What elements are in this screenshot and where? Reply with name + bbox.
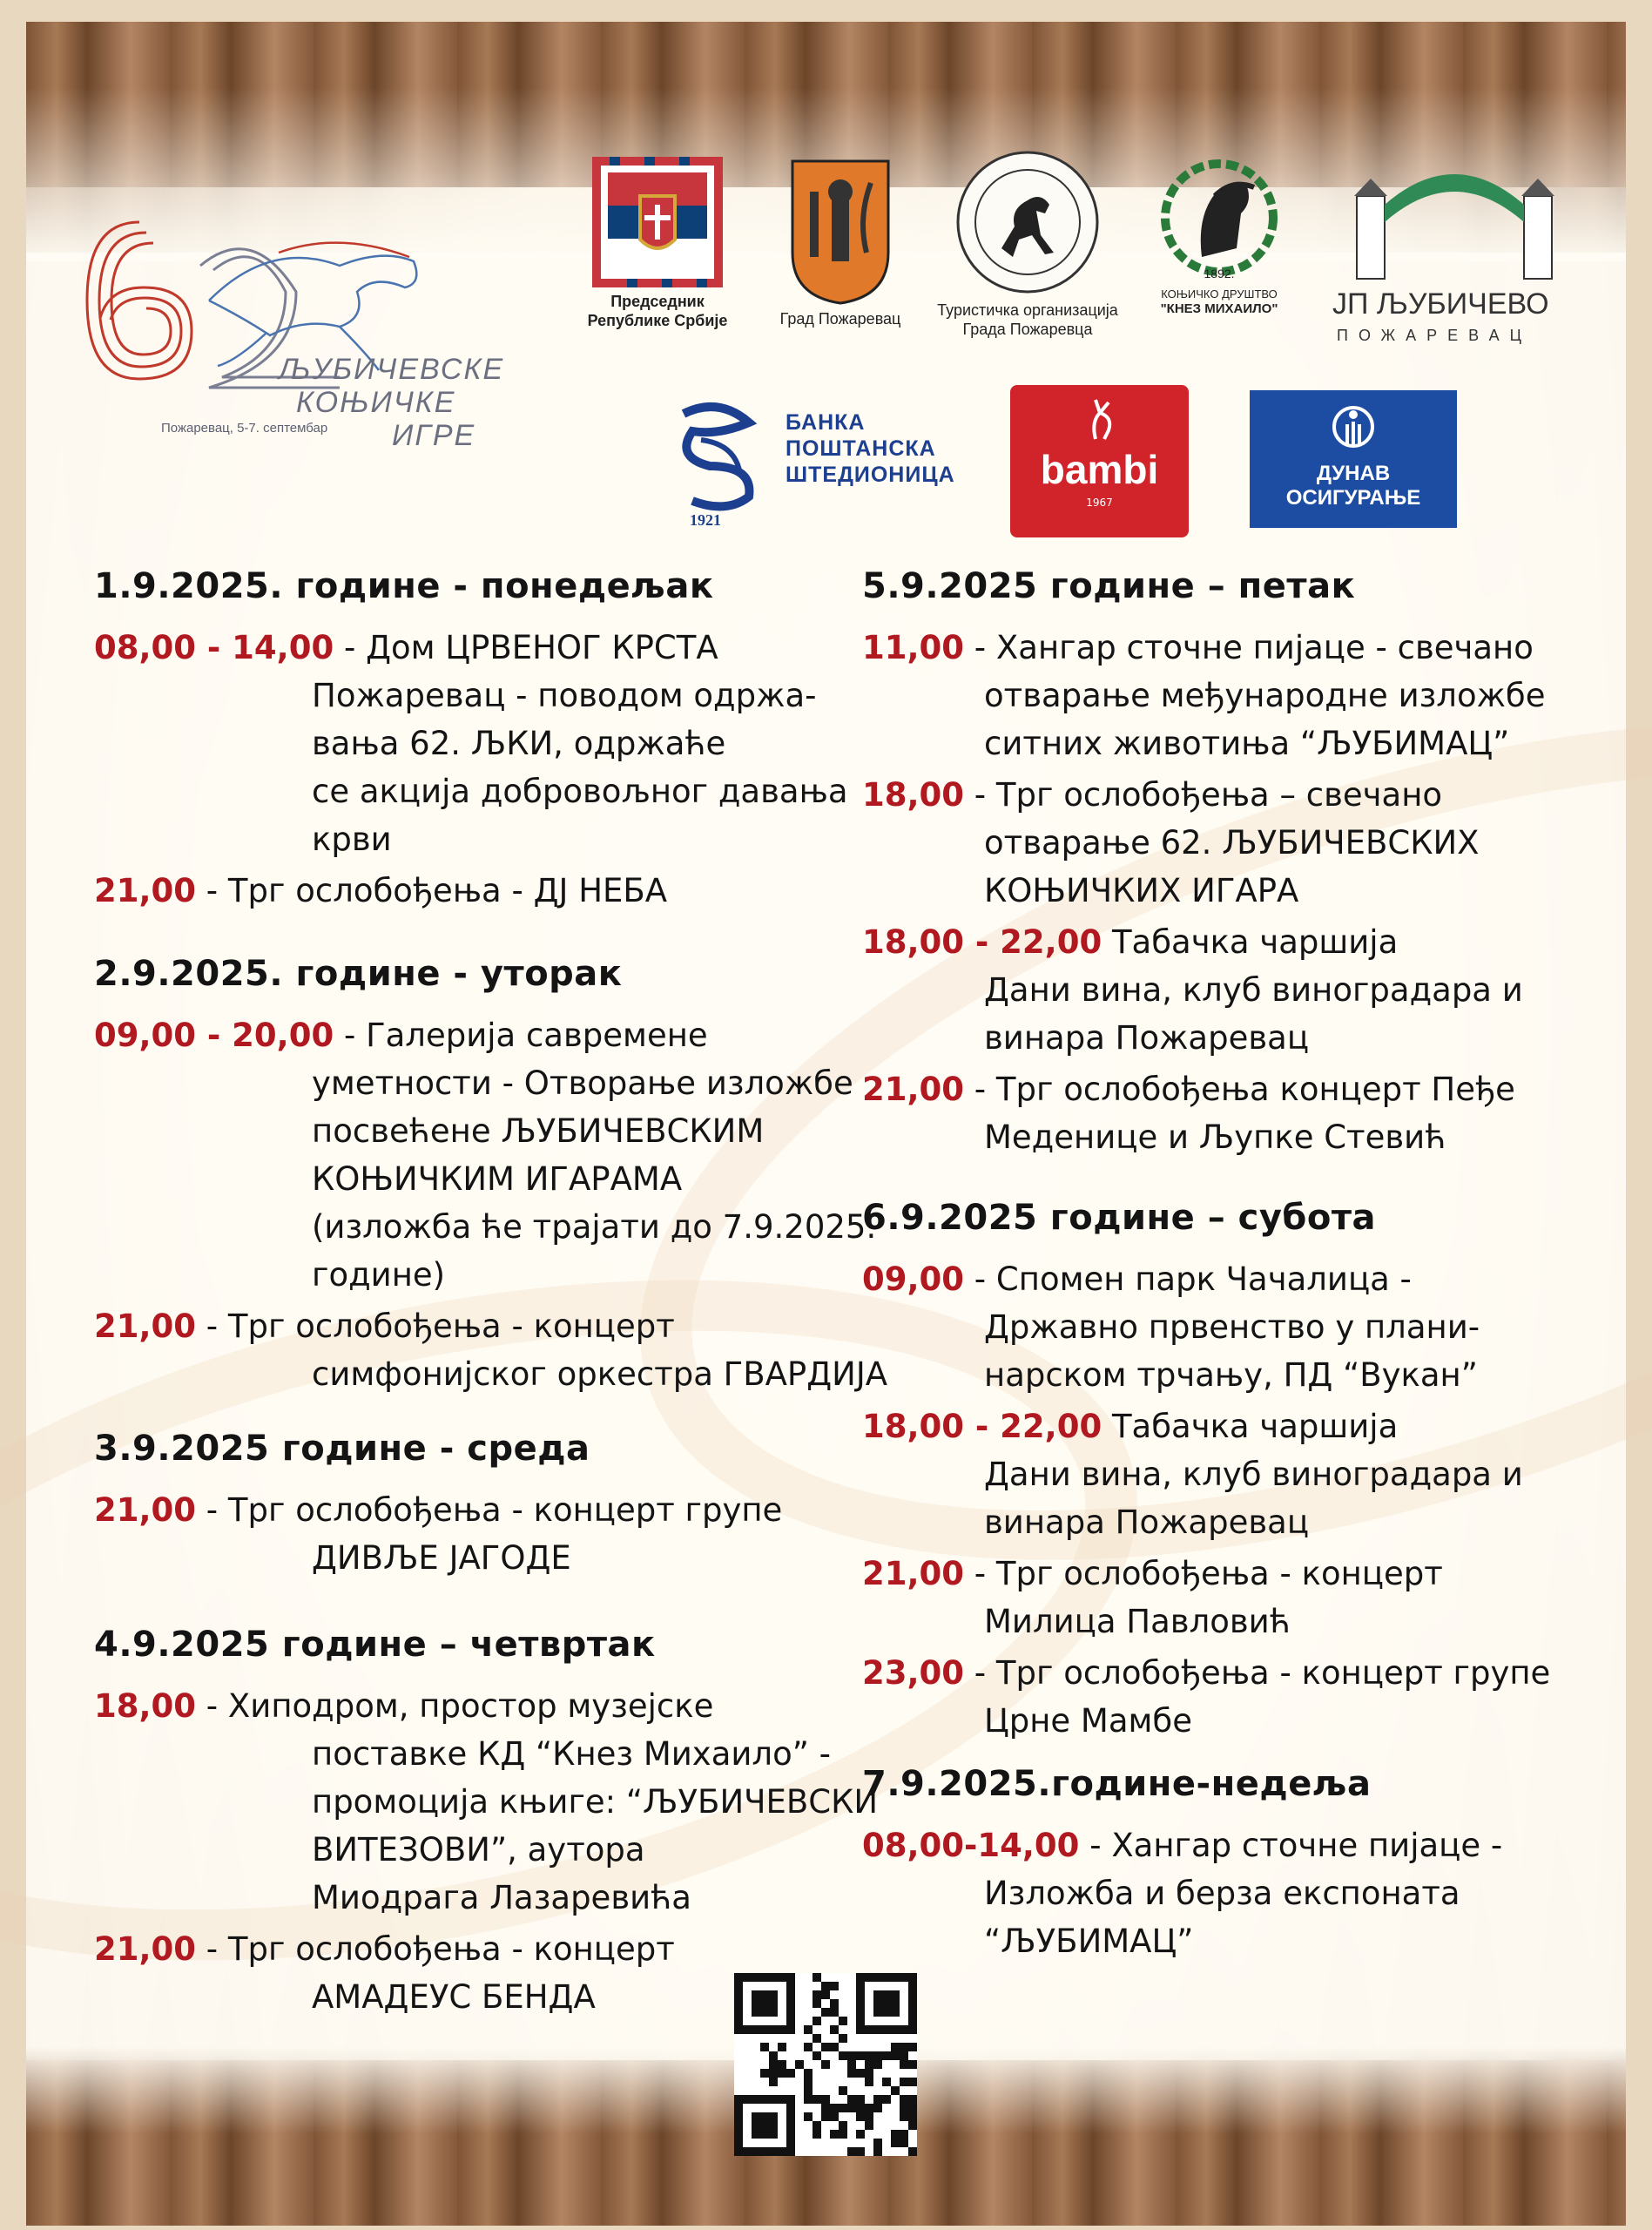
event-time: 18,00 - 22,00 bbox=[862, 923, 1102, 961]
event-separator bbox=[1102, 1408, 1112, 1445]
event-time: 18,00 bbox=[94, 1687, 197, 1725]
event-description-line: отварање међународне изложбе bbox=[984, 677, 1546, 714]
event-description-line: винара Пожаревац bbox=[984, 1019, 1310, 1057]
day-title: 4.9.2025 године – четвртак bbox=[94, 1625, 656, 1665]
dunav-name bbox=[1250, 462, 1457, 510]
logo-riding-club bbox=[1141, 152, 1298, 317]
event-description-line: АМАДЕУС БЕНДА bbox=[312, 1978, 596, 2016]
event-description-line: отварање 62. ЉУБИЧЕВСКИХ bbox=[984, 824, 1480, 862]
dunav-name-line: ОСИГУРАЊЕ bbox=[1285, 486, 1421, 510]
day-title: 6.9.2025 године – субота bbox=[862, 1198, 1377, 1238]
event-description-line: Трг ослобођења - концерт групе bbox=[227, 1491, 783, 1529]
event-separator: - bbox=[964, 629, 996, 666]
dunav-emblem-icon bbox=[1332, 402, 1375, 455]
event-description-line: симфонијског оркестра ГВАРДИЈА bbox=[312, 1355, 888, 1393]
event-first-line bbox=[862, 771, 1442, 819]
bambi-wordmark: bambi bbox=[1040, 447, 1159, 492]
event-description-line: Спомен парк Чачалица - bbox=[995, 1260, 1412, 1298]
logo-city-pozarevac bbox=[766, 157, 914, 328]
logo-caption: "КНЕЗ МИХАИЛО" bbox=[1160, 301, 1278, 316]
bank-name-line: ПОШТАНСКА bbox=[786, 436, 936, 461]
event-separator: - bbox=[1079, 1827, 1112, 1864]
event-description-line: Трг ослобођења - концерт bbox=[227, 1308, 675, 1345]
event-description-line: Дани вина, клуб виноградара и bbox=[984, 971, 1523, 1009]
bank-name bbox=[786, 409, 955, 488]
bank-name-line: ШТЕДИОНИЦА bbox=[786, 463, 955, 487]
event-time: 21,00 bbox=[862, 1555, 965, 1592]
event-first-line bbox=[862, 1255, 1412, 1303]
event-description-line: Трг ослобођења - концерт bbox=[995, 1555, 1443, 1592]
event-description-line: вања 62. ЉКИ, одржаће bbox=[312, 725, 726, 762]
event-separator: - bbox=[964, 776, 996, 814]
day-title: 1.9.2025. године - понедељак bbox=[94, 566, 714, 606]
event-description-line: Трг ослобођења - концерт групе bbox=[995, 1654, 1551, 1692]
event-description-line: (изложба ће трајати до 7.9.2025. bbox=[312, 1208, 877, 1246]
event-description-line: Хангар сточне пијаце - свечано bbox=[995, 629, 1534, 666]
dunav-name-line: ДУНАВ bbox=[1316, 462, 1391, 485]
qr-code-icon bbox=[734, 1973, 917, 2156]
event-separator: - bbox=[196, 872, 228, 909]
event-description-line: ситних животиња “ЉУБИМАЦ” bbox=[984, 725, 1510, 762]
horse-head-wreath-icon bbox=[1150, 152, 1289, 283]
logo-caption: Републике Србије bbox=[587, 312, 728, 329]
horse-seal-icon bbox=[954, 148, 1102, 296]
games-date: Пожаревац, 5-7. септембар bbox=[161, 421, 328, 436]
jp-ljubicevo-subtitle: ПОЖАРЕВАЦ bbox=[1337, 327, 1532, 344]
event-first-line bbox=[94, 1682, 713, 1730]
event-description-line: Меденице и Љупке Стевић bbox=[984, 1118, 1446, 1156]
logo-tourist-organization bbox=[914, 148, 1141, 339]
event-time: 21,00 bbox=[94, 1930, 197, 1968]
event-first-line bbox=[862, 1550, 1443, 1598]
event-description-line: Табачка чаршија bbox=[1111, 1408, 1399, 1445]
event-separator: - bbox=[964, 1555, 996, 1592]
event-description-line: Дом ЦРВЕНОГ КРСТА bbox=[366, 629, 718, 666]
event-time: 09,00 - 20,00 bbox=[94, 1017, 334, 1054]
event-description-line: нарском трчању, ПД “Вукан” bbox=[984, 1356, 1478, 1394]
event-description-line: ВИТЕЗОВИ”, аутора bbox=[312, 1831, 645, 1868]
games-title-line: ИГРЕ bbox=[392, 419, 476, 452]
event-separator bbox=[1102, 923, 1112, 961]
event-description-line: Миодрага Лазаревића bbox=[312, 1879, 691, 1916]
games-logo bbox=[78, 187, 505, 452]
event-description-line: Државно првенство у плани- bbox=[984, 1308, 1480, 1346]
qr-code[interactable] bbox=[734, 1973, 917, 2156]
event-description-line: Табачка чаршија bbox=[1111, 923, 1399, 961]
event-separator: - bbox=[196, 1308, 228, 1345]
event-separator: - bbox=[964, 1654, 996, 1692]
event-first-line bbox=[862, 1402, 1398, 1450]
event-description-line: Трг ослобођења концерт Пеђе bbox=[995, 1071, 1515, 1108]
logo-caption: Град Пожаревац bbox=[779, 310, 901, 328]
badge-year: 1892. bbox=[1204, 267, 1235, 280]
event-description-line: Милица Павловић bbox=[984, 1603, 1291, 1640]
event-time: 21,00 bbox=[862, 1071, 965, 1108]
logo-president bbox=[557, 157, 758, 330]
logo-caption: Туристичка организација bbox=[937, 301, 1118, 319]
event-time: 21,00 bbox=[94, 1308, 197, 1345]
event-description-line: Дани вина, клуб виноградара и bbox=[984, 1456, 1523, 1493]
event-description-line: Трг ослобођења – свечано bbox=[995, 776, 1443, 814]
event-first-line bbox=[862, 918, 1398, 966]
bank-name-line: БАНКА bbox=[786, 410, 866, 435]
event-description-line: године) bbox=[312, 1256, 446, 1294]
day-title: 2.9.2025. године - уторак bbox=[94, 954, 623, 994]
bambi-logo bbox=[1010, 385, 1189, 537]
event-description-line: промоција књиге: “ЉУБИЧЕВСКИ bbox=[312, 1783, 879, 1821]
logo-jp-ljubicevo bbox=[1345, 170, 1563, 283]
logo-caption: Председник bbox=[610, 293, 705, 310]
event-first-line bbox=[862, 1821, 1502, 1869]
city-coat-of-arms-icon bbox=[788, 157, 893, 305]
event-separator: - bbox=[334, 629, 367, 666]
event-description-line: Хиподром, простор музејске bbox=[227, 1687, 714, 1725]
event-first-line bbox=[862, 624, 1534, 672]
event-separator: - bbox=[196, 1687, 228, 1725]
event-first-line bbox=[94, 1011, 708, 1059]
event-description-line: “ЉУБИМАЦ” bbox=[984, 1923, 1194, 1960]
event-first-line bbox=[94, 1486, 782, 1534]
games-title bbox=[279, 353, 540, 452]
event-first-line bbox=[862, 1649, 1550, 1697]
event-time: 23,00 bbox=[862, 1654, 965, 1692]
event-time: 18,00 bbox=[862, 776, 965, 814]
event-separator: - bbox=[334, 1017, 367, 1054]
event-description-line: КОЊИЧКИМ ИГАРАМА bbox=[312, 1160, 683, 1198]
gate-arch-icon bbox=[1350, 170, 1559, 283]
event-description-line: Црне Мамбе bbox=[984, 1702, 1193, 1740]
event-description-line: поставке КД “Кнез Михаило” - bbox=[312, 1735, 831, 1773]
event-time: 21,00 bbox=[94, 1491, 197, 1529]
event-time: 18,00 - 22,00 bbox=[862, 1408, 1102, 1445]
event-time: 21,00 bbox=[94, 872, 197, 909]
event-description-line: уметности - Отворање изложбе bbox=[312, 1064, 853, 1102]
event-description-line: Трг ослобођења - концерт bbox=[227, 1930, 675, 1968]
event-description-line: посвећене ЉУБИЧЕВСКИМ bbox=[312, 1112, 765, 1150]
event-description-line: Трг ослобођења - ДЈ НЕБА bbox=[227, 872, 668, 909]
event-description-line: Пожаревац - поводом одржа- bbox=[312, 677, 817, 714]
event-description-line: Хангар сточне пијаце - bbox=[1111, 1827, 1503, 1864]
games-title-line: КОЊИЧКЕ bbox=[296, 386, 456, 419]
bambi-year: 1967 bbox=[1086, 497, 1113, 509]
event-time: 11,00 bbox=[862, 629, 965, 666]
day-title: 5.9.2025 године – петак bbox=[862, 566, 1356, 606]
jp-ljubicevo-title: ЈП ЉУБИЧЕВО bbox=[1332, 287, 1549, 321]
day-title: 3.9.2025 године - среда bbox=[94, 1429, 590, 1469]
event-first-line bbox=[862, 1065, 1515, 1113]
event-separator: - bbox=[196, 1491, 228, 1529]
event-description-line: винара Пожаревац bbox=[984, 1504, 1310, 1541]
event-first-line bbox=[94, 867, 667, 915]
event-description-line: Галерија савремене bbox=[366, 1017, 708, 1054]
bank-year: 1921 bbox=[690, 511, 721, 527]
serbia-standard-icon bbox=[592, 157, 723, 287]
event-separator: - bbox=[196, 1930, 228, 1968]
event-time: 09,00 bbox=[862, 1260, 965, 1298]
dunav-logo bbox=[1250, 390, 1457, 528]
logo-caption: Града Пожаревца bbox=[962, 321, 1093, 338]
event-first-line bbox=[94, 624, 718, 672]
event-time: 08,00 - 14,00 bbox=[94, 629, 334, 666]
event-description-line: крви bbox=[312, 821, 392, 858]
event-separator: - bbox=[964, 1260, 996, 1298]
event-description-line: Изложба и берза експоната bbox=[984, 1875, 1460, 1912]
event-first-line bbox=[94, 1925, 675, 1973]
event-description-line: се акција добровољног давања bbox=[312, 773, 848, 810]
day-title: 7.9.2025.године-недеља bbox=[862, 1764, 1372, 1804]
logo-caption: КОЊИЧКО ДРУШТВО bbox=[1161, 287, 1278, 301]
event-first-line bbox=[94, 1302, 675, 1350]
event-description-line: ДИВЉЕ ЈАГОДЕ bbox=[312, 1539, 571, 1577]
event-separator: - bbox=[964, 1071, 996, 1108]
event-description-line: КОЊИЧКИХ ИГАРА bbox=[984, 872, 1299, 909]
bank-logo bbox=[657, 396, 775, 527]
deer-icon bbox=[1078, 395, 1122, 443]
event-time: 08,00-14,00 bbox=[862, 1827, 1080, 1864]
games-title-line: ЉУБИЧЕВСКЕ bbox=[279, 353, 505, 386]
bank-emblem-icon bbox=[657, 396, 775, 527]
